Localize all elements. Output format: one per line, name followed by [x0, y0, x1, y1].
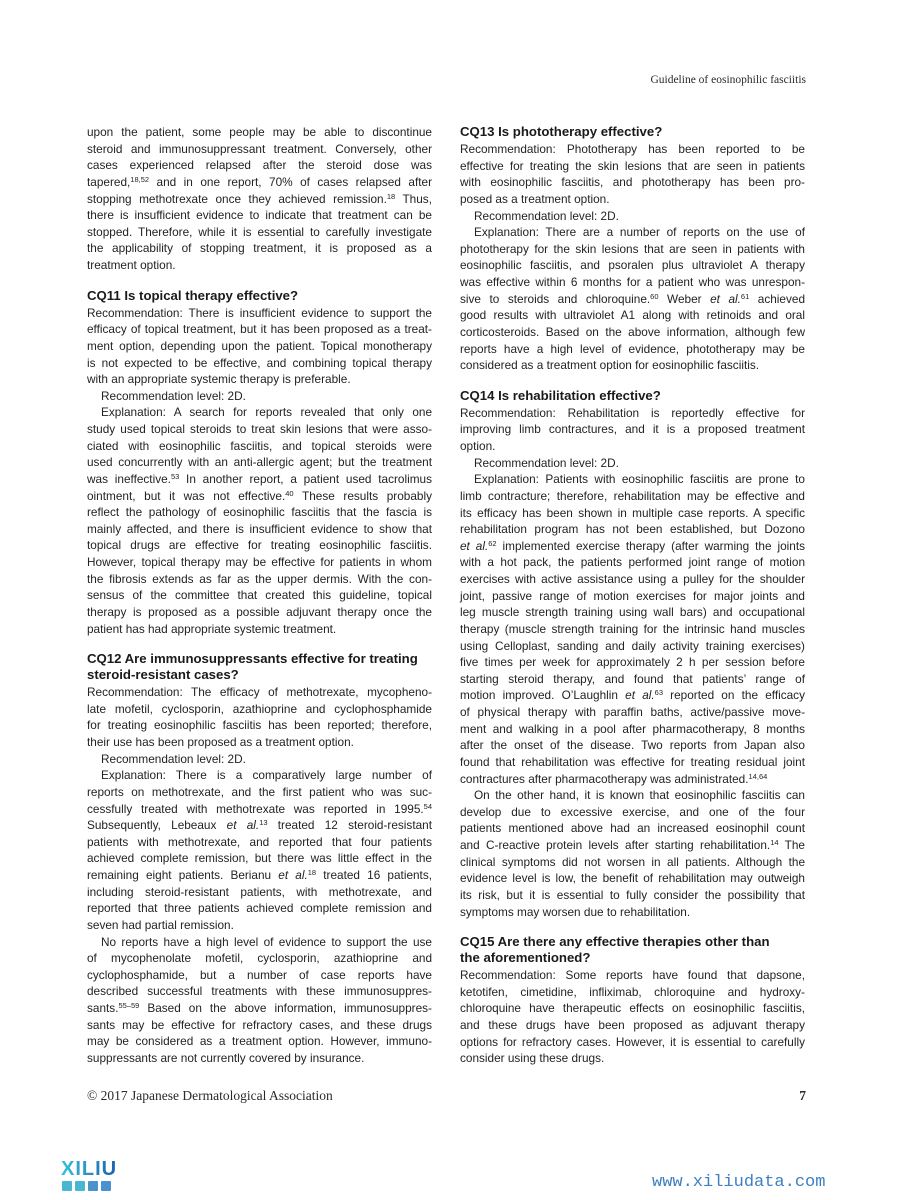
paragraph [460, 224, 805, 374]
text-line: achieved complete remission, but there was little effect in the [87, 851, 432, 866]
text-line [87, 1000, 432, 1017]
text-line: patients with methotrexate, and reported that four patients [87, 834, 432, 849]
running-title: Guideline of eosinophilic fasciitis [650, 74, 806, 86]
text-line: steroid-resistant cases? [87, 667, 239, 683]
text-line: CQ14 Is rehabilitation effective? [460, 387, 661, 403]
text-run: These results probably [293, 488, 432, 503]
text-line: CQ13 Is phototherapy effective? [460, 124, 663, 139]
citation-ref: 18 [386, 191, 396, 201]
citation-ref: 18,52 [130, 174, 150, 184]
text-line: reports have a high level of evidence, phototherapy may be [460, 341, 805, 356]
text-run: Subsequently, Lebeaux [87, 818, 227, 833]
text-line: with eosinophilic fasciitis, and phototherapy has been pro- [460, 175, 805, 190]
text-line: the applicability of stopping treatment, it is proposed as a [87, 241, 432, 256]
text-line: Recommendation: There is insufficient evidence to support the [87, 305, 432, 320]
text-line [87, 471, 432, 488]
text-run: tapered, [87, 174, 131, 189]
copyright-notice: © 2017 Japanese Dermatological Association [87, 1088, 333, 1103]
text-line: Explanation: Patients with eosinophilic fasciitis are prone to [474, 472, 805, 487]
text-line: Recommendation level: 2D. [474, 208, 619, 223]
italic-text: et al. [460, 538, 489, 553]
text-line: after the onset of the disease. Two reports from Japan also [460, 738, 805, 753]
text-run: cessfully treated with methotrexate was reported in 1995. [87, 801, 424, 816]
paragraph [87, 751, 432, 768]
text-line [87, 817, 432, 834]
italic-text: et al. [625, 688, 655, 703]
text-line: patients mentioned above had an increased eosinophil count [460, 821, 805, 836]
text-line: evidence level is low, the benefit of rehabilitation may outweigh [460, 871, 805, 886]
text-line: reports on methotrexate, and the first patient who was suc- [87, 784, 432, 799]
text-line [87, 174, 432, 191]
paragraph [87, 388, 432, 405]
running-header [650, 72, 806, 88]
text-line [460, 771, 805, 788]
citation-ref: 61 [740, 291, 750, 301]
text-line: ment and walking in a pool after pharmacotherapy, 8 months [460, 721, 805, 736]
text-line: mainly affected, and there is insufficient evidence to show that [87, 521, 432, 536]
text-line: CQ15 Are there any effective therapies other than [460, 934, 770, 950]
text-line: there is insufficient evidence to indicate that treatment can be [87, 208, 432, 223]
right-column [460, 124, 805, 1067]
text-line: therapy is proposed as a possible adjuvant therapy once the [87, 604, 432, 619]
text-line: late mofetil, cyclosporin, azathioprine and cyclophosphamide [87, 701, 432, 716]
text-line: Recommendation: Some reports have found that dapsone, [460, 968, 805, 983]
watermark-logo [58, 1156, 148, 1194]
text-line: treatment option. [87, 258, 176, 272]
text-line: ciated with eosinophilic fasciitis, and topical steroids were [87, 438, 432, 453]
text-line: corticosteroids. Based on the above information, although few [460, 324, 805, 339]
text-line: patient has had appropriate systemic treatment. [87, 621, 337, 636]
text-line: Recommendation: Phototherapy has been reported to be [460, 142, 805, 156]
text-line: of physical therapy with paraffin baths, active/passive move- [460, 705, 805, 719]
text-run: ointment, but it was not effective. [87, 488, 286, 503]
text-line: posed as a treatment option. [460, 191, 610, 206]
citation-ref: 63 [654, 688, 663, 698]
text-line: On the other hand, it is known that eosinophilic fasciitis can [474, 788, 805, 803]
text-run: sive to steroids and chloroquine. [460, 291, 651, 306]
text-line: eosinophilic fasciitis, and psoralen plus ultraviolet A therapy [460, 258, 805, 273]
text-line [460, 687, 805, 704]
text-run: Based on the above information, immunosuppres- [139, 1001, 432, 1015]
text-line: No reports have a high level of evidence to support the use [101, 934, 432, 949]
watermark-url: www.xiliudata.com [652, 1173, 826, 1192]
text-line: phototherapy for the skin lesions that are seen in patients with [460, 241, 805, 256]
text-run: implemented exercise therapy (after warming the joints [496, 538, 805, 553]
text-run: and in one report, 70% of cases relapsed after [149, 174, 432, 189]
text-line: option. [460, 439, 496, 453]
citation-ref: 13 [259, 818, 268, 828]
text-line: may be considered as a treatment option. However, immuno- [87, 1034, 432, 1049]
text-line: with a hot pack, the patients performed joint range of motion [460, 555, 805, 570]
text-line: reflect the pathology of eosinophilic fasciitis that the fascia is [87, 505, 432, 520]
text-line: improving limb contractures, and it is a proposed treatment [460, 422, 805, 437]
text-line: the aforementioned? [460, 950, 591, 966]
text-line: using Celloplast, sanding and daily activity training exercises) [460, 638, 805, 653]
text-line: the fibrosis extends as far as the upper dermis. With the con- [87, 571, 432, 586]
text-line: its efficacy has been shown in multiple case reports. A specific [460, 505, 805, 520]
text-line: options for refractory cases. However, it is essential to carefully [460, 1034, 805, 1049]
citation-ref: 55–59 [118, 1001, 140, 1010]
paragraph [460, 787, 805, 920]
text-run: Weber [658, 291, 711, 306]
text-line: cyclophosphamide, but a number of case reports have [87, 967, 432, 982]
text-line: suppressants are not currently covered by insurance. [87, 1050, 365, 1065]
text-run: treated 16 patients, [316, 868, 433, 882]
text-line: effective for treating the skin lesions that are seen in patients [460, 158, 805, 173]
text-line: upon the patient, some people may be able to discontinue [87, 125, 432, 139]
left-column [87, 124, 432, 1067]
text-line: Recommendation level: 2D. [101, 751, 246, 766]
text-line: exercises with active assistance using a pulley for the shoulder [460, 572, 805, 586]
text-run: stopping methotrexate once they achieved remission. [87, 191, 387, 206]
text-line: stopped. Therefore, while it is essential to carefully investigate [87, 224, 432, 239]
citation-ref: 54 [423, 801, 432, 811]
section-heading [87, 651, 432, 683]
text-line: was effective within 6 months for a patient who was unrespon- [460, 275, 805, 289]
text-run: was ineffective. [87, 471, 171, 486]
text-line: for treating eosinophilic fasciitis has been reported; therefore, [87, 718, 432, 733]
citation-ref: 18 [307, 868, 317, 877]
text-line [87, 191, 432, 208]
citation-ref: 60 [650, 291, 659, 301]
citation-ref: 14,64 [748, 771, 768, 781]
paragraph [460, 405, 805, 455]
text-line: rehabilitation program has not been established, but Dozono [460, 522, 805, 537]
text-line: described successful treatments with these immunosuppres- [87, 984, 432, 999]
text-line: their use has been proposed as a treatment option. [87, 735, 354, 749]
text-line: chloroquine have therapeutic effects on eosinophilic fasciitis, [460, 1001, 805, 1016]
paragraph [87, 305, 432, 388]
text-line: Explanation: A search for reports revealed that only one [101, 405, 432, 420]
text-line: consider using these drugs. [460, 1051, 605, 1066]
section-heading [460, 124, 805, 140]
text-line [87, 801, 432, 818]
text-line: Explanation: There are a number of reports on the use of [474, 225, 805, 240]
citation-ref: 14 [770, 838, 779, 847]
text-line: found that rehabilitation was effective for treating residual joint [460, 754, 805, 769]
text-line: sensus of the committee that created this guideline, topical [87, 588, 432, 603]
text-line [87, 867, 432, 884]
text-line: seven had partial remission. [87, 917, 234, 932]
text-line: ketotifen, cimetidine, infliximab, chloroquine and hydroxy- [460, 984, 805, 999]
paragraph [460, 967, 805, 1067]
text-line: Recommendation: Rehabilitation is reportedly effective for [460, 405, 805, 420]
page-number: 7 [799, 1088, 806, 1103]
text-run: contractures after pharmacotherapy was administrated. [460, 771, 749, 786]
text-run: motion improved. O’Laughlin [460, 688, 626, 703]
text-line: therapy (muscle strength training for the intrinsic hand muscles [460, 621, 805, 636]
text-line: Explanation: There is a comparatively large number of [101, 768, 432, 783]
italic-text: et al. [710, 291, 741, 306]
logo-wordmark: XILIU [61, 1158, 118, 1180]
text-run: The [778, 838, 805, 852]
text-line: leg muscle strength training using wall bars) and occupational [460, 605, 805, 620]
text-line: starting steroid therapy, and found that patients’ range of [460, 671, 805, 686]
italic-text: et al. [226, 818, 260, 833]
text-run: remaining eight patients. Berianu [87, 868, 279, 882]
text-line: its risk, but it is essential to fully consider the possibility that [460, 887, 805, 902]
text-line: five times per week for approximately 2 h per session before [460, 655, 805, 670]
text-line: joint, passive range of motion exercises for major joints and [460, 588, 805, 603]
text-line: used concurrently with an anti-allergic agent; but the treatment [87, 455, 432, 470]
text-line: CQ11 Is topical therapy effective? [87, 287, 299, 303]
text-line: CQ12 Are immunosuppressants effective for treating [87, 651, 418, 667]
section-heading [87, 288, 432, 304]
paragraph [460, 455, 805, 472]
paragraph [460, 208, 805, 225]
text-line: limb contracture; therefore, rehabilitation may be effective and [460, 488, 805, 503]
text-line [460, 538, 805, 555]
text-line: ment option, depending upon the patient. Topical monotherapy [87, 338, 432, 353]
text-line: Recommendation level: 2D. [474, 455, 619, 470]
text-line: efficacy of topical treatment, but it has been proposed as a treat- [87, 322, 432, 337]
citation-ref: 40 [285, 488, 294, 498]
text-line: develop due to excessive exercise, and one of the four [460, 804, 805, 819]
paragraph [87, 404, 432, 637]
text-line: topical drugs are effective for treating eosinophilic fasciitis. [87, 538, 432, 553]
text-line: good results with ultraviolet A1 along with retinoids and oral [460, 308, 805, 323]
text-line: However, topical therapy may be effective for patients in whom [87, 555, 432, 569]
text-line [87, 488, 432, 505]
text-line: with an appropriate systemic therapy is preferable. [87, 372, 351, 387]
text-line: cases experienced relapsed after the steroid dose was [87, 158, 432, 173]
text-line: and these drugs have been proposed as adjuvant therapy [460, 1018, 805, 1032]
text-line: Recommendation: The efficacy of methotrexate, mycopheno- [87, 685, 432, 700]
text-line: including steroid-resistant patients, with methotrexate, and [87, 884, 432, 899]
italic-text: et al. [278, 868, 308, 882]
citation-ref: 53 [170, 471, 180, 481]
text-run: achieved [749, 291, 806, 306]
paragraph [460, 471, 805, 787]
paragraph [87, 934, 432, 1067]
paragraph [87, 767, 432, 933]
text-line [460, 291, 805, 308]
text-run: and C-reactive protein levels after starting rehabilitation. [460, 838, 771, 852]
text-line: reported that three patients achieved complete remission and [87, 901, 432, 916]
paragraph [87, 684, 432, 751]
text-run: reported on the efficacy [663, 688, 805, 703]
text-line: steroid and immunosuppressant treatment. Conversely, other [87, 141, 432, 156]
text-line: sants may be effective for refractory cases, and these drugs [87, 1017, 432, 1032]
text-run: In another report, a patient used tacrolimus [179, 471, 432, 486]
text-line: Recommendation level: 2D. [101, 388, 246, 403]
section-heading [460, 934, 805, 966]
text-run: sants. [87, 1001, 119, 1015]
section-heading [460, 388, 805, 404]
logo-chinese-wordmark-icon [62, 1181, 111, 1191]
text-line: of mycophenolate mofetil, cyclosporin, azathioprine and [87, 951, 432, 966]
text-line: symptoms may worsen due to rehabilitation. [460, 904, 691, 919]
paragraph [87, 124, 432, 274]
text-line: clinical symptoms did not worsen in all patients. Although the [460, 854, 805, 869]
text-line: is not expected to be effective, and combining topical therapy [87, 355, 432, 370]
paragraph [460, 141, 805, 208]
text-line [460, 837, 805, 854]
text-line: considered as a treatment option for eosinophilic fasciitis. [460, 358, 760, 373]
text-run: treated 12 steroid-resistant [267, 818, 433, 833]
citation-ref: 62 [488, 538, 497, 548]
text-run: Thus, [395, 191, 432, 206]
text-line: study used topical steroids to treat skin lesions that were asso- [87, 422, 432, 436]
